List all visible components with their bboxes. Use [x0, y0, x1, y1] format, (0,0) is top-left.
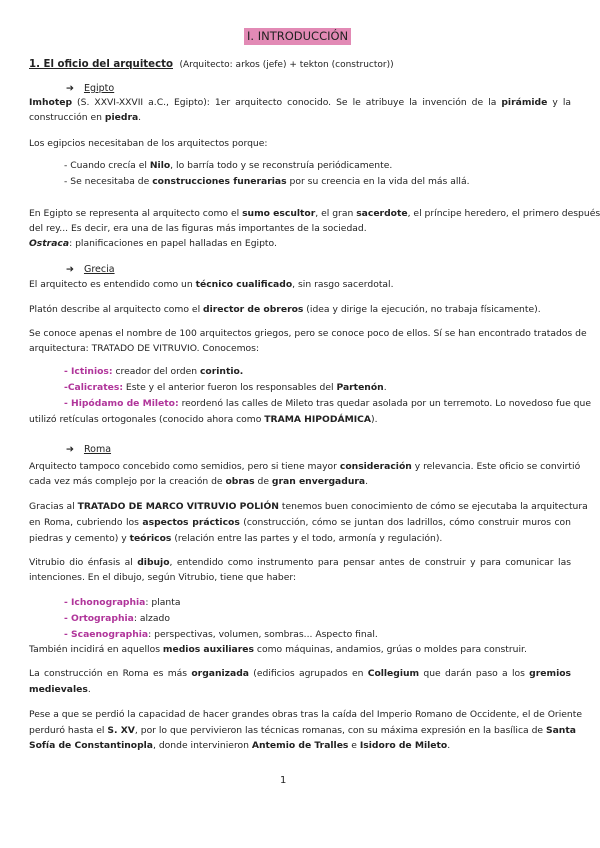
paragraph-line: cada vez más complejo por la creación de obras de gran envergadura. [29, 476, 369, 487]
subsection-roma [66, 444, 111, 456]
paragraph-line: Arquitecto tampoco concebido como semidios, pero si tiene mayor consideración y relevancia. Este oficio se convirtió [29, 461, 581, 472]
arrow-right-icon: ➔ [66, 264, 74, 275]
paragraph-line: medievales. [29, 684, 91, 695]
paragraph-line: Los egipcios necesitaban de los arquitectos porque: [29, 138, 268, 149]
section-heading-etymology: (Arquitecto: arkos (jefe) + tekton (constructor)) [179, 60, 394, 70]
paragraph-line: arquitectura: TRATADO DE VITRUVIO. Conocemos: [29, 343, 260, 354]
subsection-label: Grecia [83, 264, 115, 275]
arrow-right-icon: ➔ [66, 83, 74, 94]
list-item: - Hipódamo de Mileto: reordenó las calles de Mileto tras quedar asolada por un terremoto. Lo novedoso fue que [64, 398, 591, 409]
paragraph-line: utilizó retículas ortogonales (conocido ahora como TRAMA HIPODÁMICA). [29, 414, 378, 425]
subsection-label: Egipto [83, 83, 115, 94]
list-item: - Se necesitaba de construcciones funerarias por su creencia en la vida del más allá. [64, 176, 470, 187]
paragraph-line: La construcción en Roma es más organizada (edificios agrupados en Collegium que darán paso a los gremios [29, 668, 572, 679]
section-heading-main: 1. El oficio del arquitecto [29, 59, 173, 70]
paragraph-line: en Roma, cubriendo los aspectos prácticos (construcción, cómo se juntan dos ladrillos, cómo construir muros con [29, 517, 571, 528]
paragraph-line: del rey... Es decir, era una de las figuras más importantes de la sociedad. [29, 223, 367, 234]
paragraph-line: Gracias al TRATADO DE MARCO VITRUVIO POLIÓN tenemos buen conocimiento de cómo se ejecutaba la arquitectura [29, 501, 588, 512]
paragraph-line: Imhotep (S. XXVI-XXVII a.C., Egipto): 1er arquitecto conocido. Se le atribuye la invención de la pirámide y la [29, 97, 571, 108]
paragraph-line: Sofía de Constantinopla, donde intervinieron Antemio de Tralles e Isidoro de Mileto. [29, 740, 451, 751]
paragraph-line: piedras y cemento) y teóricos (relación entre las partes y el todo, armonía y regulación). [29, 533, 443, 544]
paragraph-line: perduró hasta el S. XV, por lo que pervivieron las técnicas romanas, con su máxima expresión en la basílica de Santa [29, 725, 576, 736]
paragraph-line: Vitrubio dio énfasis al dibujo, entendido como instrumento para pensar antes de construir y para comunicar las [29, 557, 571, 568]
subsection-egipto [66, 83, 114, 95]
page-title: I. INTRODUCCIÓN [244, 28, 351, 45]
paragraph-line: El arquitecto es entendido como un técnico cualificado, sin rasgo sacerdotal. [29, 279, 394, 290]
paragraph-line: También incidirá en aquellos medios auxiliares como máquinas, andamios, grúas o moldes para construir. [29, 644, 527, 655]
list-item: - Ortographia: alzado [64, 613, 170, 624]
subsection-label: Roma [83, 444, 112, 455]
page-number: 1 [280, 775, 287, 786]
subsection-grecia [66, 264, 115, 276]
paragraph-line: Ostraca: planificaciones en papel halladas en Egipto. [29, 238, 277, 249]
paragraph-line: construcción en piedra. [29, 112, 142, 123]
list-item: - Ichonographia: planta [64, 597, 181, 608]
paragraph-line: En Egipto se representa al arquitecto como el sumo escultor, el gran sacerdote, el príncipe heredero, el primero después [29, 208, 600, 219]
list-item: - Cuando crecía el Nilo, lo barría todo y se reconstruía periódicamente. [64, 160, 393, 171]
section-heading [29, 58, 394, 72]
list-item: -Calicrates: Este y el anterior fueron los responsables del Partenón. [64, 382, 387, 393]
list-item: - Ictinios: creador del orden corintio. [64, 366, 244, 377]
paragraph-line: intenciones. En el dibujo, según Vitrubio, tiene que haber: [29, 572, 297, 583]
paragraph-line: Pese a que se perdió la capacidad de hacer grandes obras tras la caída del Imperio Romano de Occidente, el de Oriente [29, 709, 582, 720]
arrow-right-icon: ➔ [66, 444, 74, 455]
list-item: - Scaenographia: perspectivas, volumen, sombras... Aspecto final. [64, 629, 378, 640]
paragraph-line: Se conoce apenas el nombre de 100 arquitectos griegos, pero se conoce poco de ellos. Sí se han encontrado tratados de [29, 328, 587, 339]
paragraph-line: Platón describe al arquitecto como el director de obreros (idea y dirige la ejecución, no trabaja físicamente). [29, 304, 541, 315]
